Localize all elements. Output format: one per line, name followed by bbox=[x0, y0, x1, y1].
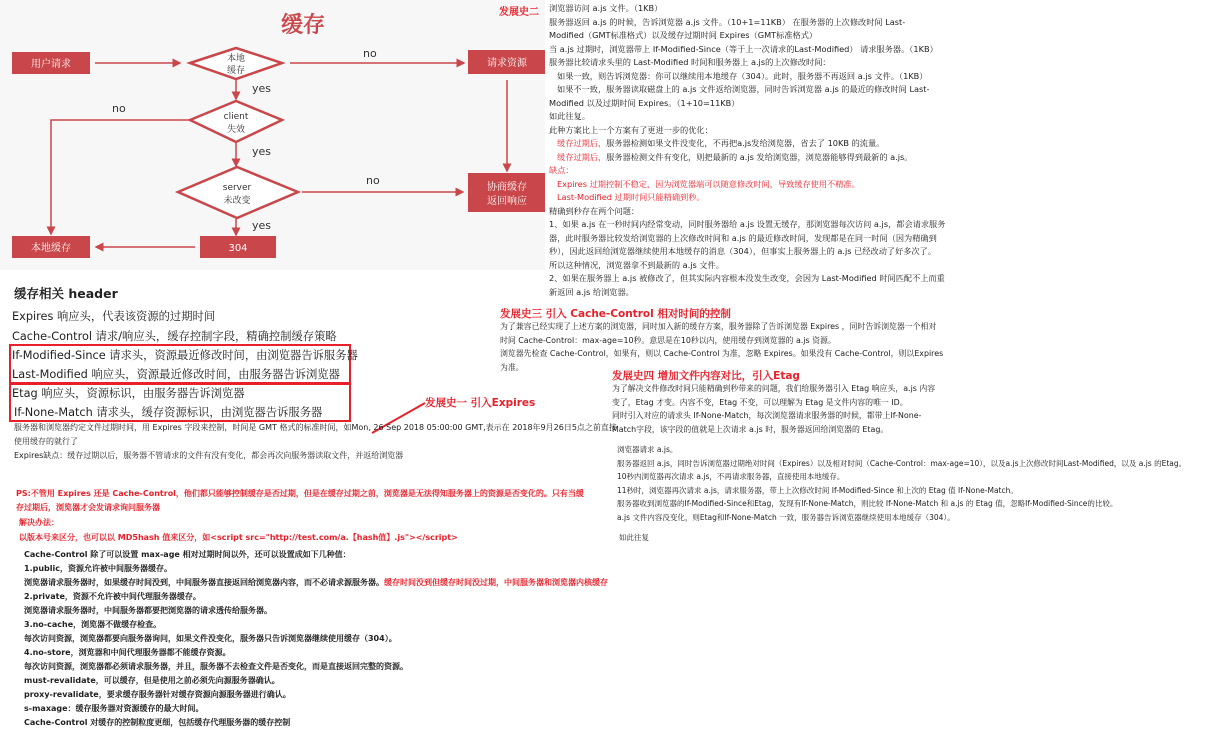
text-line: 每次访问资源，浏览器都要向服务器询问，如果文件没变化，服务器只告诉浏览器继续使用缓存（304）。 bbox=[24, 634, 397, 643]
ps-note bbox=[16, 487, 584, 545]
text-line: Expires 过期控制不稳定，因为浏览器端可以随意修改时间，导致缓存使用不精准。 bbox=[557, 178, 860, 189]
text-line: 浏览器先检查 Cache-Control，如果有，则以 Cache-Control 为准，忽略 Expires。如果没有 Cache-Control，则以Expires bbox=[500, 349, 944, 358]
text-line: Cache-Control 对缓存的控制粒度更细，包括缓存代理服务器的缓存控制 bbox=[24, 718, 291, 727]
text-line: Last-Modified 过期时间只能精确到秒。 bbox=[557, 192, 705, 202]
text-line: 时间 Cache-Control：max-age=10秒。意思是在10秒以内，使用缓存到浏览器的 a.js 资源。 bbox=[500, 335, 836, 345]
text-line: 10秒内浏览器再次请求 a.js，不再请求服务器，直接使用本地缓存。 bbox=[617, 472, 845, 481]
text-line: 如果一致，则告诉浏览器：你可以继续用本地缓存（304）。此时，服务器不再返回 a.js 文件。（1KB） bbox=[557, 70, 928, 81]
flowchart-svg bbox=[0, 0, 545, 270]
header-item: If-None-Match 请求头，缓存资源标识，由浏览器告诉服务器 bbox=[14, 406, 323, 419]
label: 协商缓存 bbox=[487, 182, 527, 193]
text-line: 此种方案比上一个方案有了更进一步的优化： bbox=[549, 124, 713, 135]
label-yes: yes bbox=[252, 219, 272, 232]
solution-text: 以版本号来区分，也可以以 MD5hash 值来区分，如<script src="http://test.com/a.【hash值】.js"></script> bbox=[19, 533, 458, 542]
label-yes: yes bbox=[252, 145, 272, 158]
text-line: PS:不管用 Expires 还是 Cache-Control，他们都只能够控制缓存是否过期，但是在缓存过期之前，浏览器是无法得知服务器上的资源是否变化的。只有当缓 bbox=[16, 489, 584, 498]
history1-title: 发展史一 引入Expires bbox=[425, 397, 536, 409]
text-line bbox=[549, 151, 934, 165]
text: 服务器检测文件有变化，则把最新的 a.js 发给浏览器，浏览器能够得到最新的 a.js。 bbox=[606, 151, 913, 162]
label: 304 bbox=[228, 243, 248, 254]
text-line: 浏览器请求服务器时，中间服务器都要把浏览器的请求透传给服务器。 bbox=[24, 606, 272, 615]
text: 服务器检测如果文件没变化，不再把a.js发给浏览器，省去了 10KB 的流量。 bbox=[606, 138, 885, 148]
text-line: 器，此时服务器比较发给浏览器的上次修改时间和 a.js 的最近修改时间，发现都是在同一时间（因为精确到 bbox=[549, 232, 937, 243]
cons-title: 缺点： bbox=[549, 165, 574, 175]
text-line: Modified 以及过期时间 Expires。（1+10=11KB） bbox=[549, 97, 740, 108]
text-line: 1、如果 a.js 在一秒时间内经常变动，同时服务器给 a.js 设置无缓存，那浏览器每次访问 a.js，都会请求服务 bbox=[549, 219, 946, 229]
header-item: Cache-Control 请求/响应头，缓存控制字段，精确控制缓存策略 bbox=[12, 330, 337, 343]
label: 本地 bbox=[226, 54, 246, 64]
history3-text bbox=[500, 320, 943, 374]
text-line: 如果不一致，服务器读取磁盘上的 a.js 文件返给浏览器，同时告诉浏览器 a.js 的最近的修改时间 Last- bbox=[557, 84, 930, 94]
text-line: 使用缓存的就行了 bbox=[14, 437, 78, 446]
highlight: 缓存过期后， bbox=[557, 138, 607, 148]
label-no: no bbox=[363, 47, 377, 60]
text-line: 精确到秒存在两个问题： bbox=[549, 205, 640, 216]
text-line: 2、如果在服务器上 a.js 被修改了，但其实际内容根本没发生改变，会因为 Last-Modified 时间匹配不上而重 bbox=[549, 273, 945, 283]
label-no: no bbox=[112, 102, 126, 115]
text-line: 如此往复。 bbox=[549, 111, 590, 121]
label: client bbox=[223, 112, 249, 122]
history4-title: 发展史四 增加文件内容对比，引入Etag bbox=[612, 370, 800, 382]
text-line: a.js 文件内容没变化，则Etag和If-None-Match 一致，服务器告诉浏览器继续使用本地缓存（304）。 bbox=[617, 512, 955, 522]
header-item: Last-Modified 响应头，资源最近修改时间，由服务器告诉浏览器 bbox=[12, 368, 340, 381]
text-line: 服务器返回 a.js 的时候，告诉浏览器 a.js 文件。（10+1=11KB） 在服务器的上次修改时间 Last- bbox=[549, 16, 906, 27]
text-line bbox=[549, 137, 934, 151]
text-line: Modified（GMT标准格式）以及缓存过期时间 Expires（GMT标准格式） bbox=[549, 30, 818, 40]
text-line: 为准。 bbox=[500, 362, 524, 372]
text-line: 秒），因此返回给浏览器继续使用本地缓存的消息（304），但事实上服务器上的 a.js 已经改动了好多次了。 bbox=[549, 246, 937, 256]
text-line: must-revalidate，可以缓存，但是使用之前必须先向源服务器确认。 bbox=[24, 676, 280, 685]
label: 缓存 bbox=[226, 66, 246, 76]
label: 返回响应 bbox=[487, 196, 527, 207]
text-line: 同时引入对应的请求头 If-None-Match，每次浏览器请求服务器的时候，都带上If-None- bbox=[612, 411, 922, 420]
text-line: 11秒时，浏览器再次请求 a.js，请求服务器，带上上次修改时间 If-Modified-Since 和上次的 Etag 值 If-None-Match。 bbox=[617, 485, 1018, 495]
solution-title: 解决办法： bbox=[19, 518, 59, 527]
text-line: 如此往复 bbox=[619, 533, 649, 542]
text-line: 新返回 a.js 给浏览器。 bbox=[549, 286, 634, 297]
text-line: 为了解决文件修改时间只能精确到秒带来的问题，我们给服务器引入 Etag 响应头，a.js 内容 bbox=[612, 384, 936, 393]
text-line: 存过期后，浏览器才会发请求询问服务器 bbox=[16, 503, 160, 512]
label: 本地缓存 bbox=[31, 243, 71, 254]
label: 请求资源 bbox=[487, 58, 527, 69]
headers-title: 缓存相关 header bbox=[14, 286, 118, 301]
arrow bbox=[51, 120, 190, 234]
text-line: 为了兼容已经实现了上述方案的浏览器，同时加入新的缓存方案，服务器除了告诉浏览器 Expires ，同时告诉浏览器一个相对 bbox=[500, 322, 937, 331]
header-item: Etag 响应头，资源标识，由服务器告诉浏览器 bbox=[12, 387, 245, 400]
text-line: 1.public，资源允许被中间服务器缓存。 bbox=[24, 564, 172, 573]
text-line: 4.no-store，浏览器和中间代理服务器都不能缓存资源。 bbox=[24, 648, 231, 657]
text-line: 3.no-cache，浏览器不做缓存检查。 bbox=[24, 620, 162, 629]
text-line: 变了，Etag 才变。内容不变，Etag 不变，可以理解为 Etag 是文件内容的唯一 ID。 bbox=[612, 397, 908, 407]
history4-text bbox=[612, 382, 935, 436]
text-line: 浏览器请求 a.js。 bbox=[617, 445, 678, 454]
text-line: Cache-Control 除了可以设置 max-age 相对过期时间以外，还可以设置成如下几种值： bbox=[24, 550, 351, 559]
text-line: 浏览器访问 a.js 文件。（1KB） bbox=[549, 3, 663, 13]
history2-title: 发展史二 bbox=[499, 7, 539, 18]
cache-control-list bbox=[24, 548, 608, 730]
header-item: Expires 响应头，代表该资源的过期时间 bbox=[12, 310, 216, 323]
history3-title: 发展史三 引入 Cache-Control 相对时间的控制 bbox=[500, 308, 731, 320]
label: server bbox=[222, 183, 252, 193]
highlight: 缓存过期后， bbox=[557, 151, 607, 162]
history1-text bbox=[14, 421, 617, 463]
text-line bbox=[24, 576, 608, 590]
text-line: Expires缺点：缓存过期以后，服务器不管请求的文件有没有变化，都会再次向服务器读取文件，并返给浏览器 bbox=[14, 451, 404, 460]
text: 浏览器请求服务器时，如果缓存时间没到，中间服务器直接返回给浏览器内容，而不必请求源服务器。 bbox=[24, 578, 384, 587]
etag-flow-text bbox=[617, 443, 1186, 545]
text-line: 服务器和浏览器约定文件过期时间，用 Expires 字段来控制，时间是 GMT 格式的标准时间，如Mon, 26 Sep 2018 05:00:00 GMT,表示在 2018年9月26日5点之前直接 bbox=[14, 423, 617, 432]
text-line: s-maxage：缓存服务器对资源缓存的最大时间。 bbox=[24, 704, 204, 713]
label-no: no bbox=[366, 174, 380, 187]
text-line: 2.private，资源不允许被中间代理服务器缓存。 bbox=[24, 592, 201, 601]
text-line: 服务器收到浏览器的If-Modified-Since和Etag，发现有If-None-Match，则比较 If-None-Match 和 a.js 的 Etag 值，忽略If-Modified-Since的比较。 bbox=[617, 499, 1118, 508]
cache-flowchart bbox=[0, 0, 545, 270]
text-line: proxy-revalidate，要求缓存服务器针对缓存资源向源服务器进行确认。 bbox=[24, 690, 291, 699]
text-line: 当 a.js 过期时，浏览器带上 If-Modified-Since（等于上一次请求的Last-Modified） 请求服务器。（1KB） bbox=[549, 43, 938, 54]
label: 未改变 bbox=[223, 196, 251, 206]
header-item: If-Modified-Since 请求头，资源最近修改时间，由浏览器告诉服务器 bbox=[12, 349, 358, 362]
text-line: 服务器比较请求头里的 Last-Modified 时间和服务器上 a.js的上次修改时间： bbox=[549, 57, 831, 67]
label: 失效 bbox=[226, 125, 246, 135]
highlight: 缓存时间没到但缓存时间没过期，中间服务器和浏览器内核缓存 bbox=[384, 578, 608, 587]
text-line: 所以这种情况，浏览器拿不到最新的 a.js 文件。 bbox=[549, 259, 724, 270]
text-line: Match字段，该字段的值就是上次请求 a.js 时，服务器返回给浏览器的 Etag。 bbox=[612, 424, 889, 434]
label: 用户请求 bbox=[31, 59, 71, 70]
text-line: 每次访问资源，浏览器都必须请求服务器，并且，服务器不去检查文件是否变化，而是直接返回完整的资源。 bbox=[24, 662, 408, 671]
flowchart-title: 缓存 bbox=[280, 13, 326, 38]
text-line: 服务器返回 a.js，同时告诉浏览器过期绝对时间（Expires）以及相对时间（Cache-Control：max-age=10），以及a.js上次修改时间Last-Modified，以及 a.js 的Etag。 bbox=[617, 458, 1187, 468]
label-yes: yes bbox=[252, 82, 272, 95]
history2-text bbox=[549, 2, 946, 299]
